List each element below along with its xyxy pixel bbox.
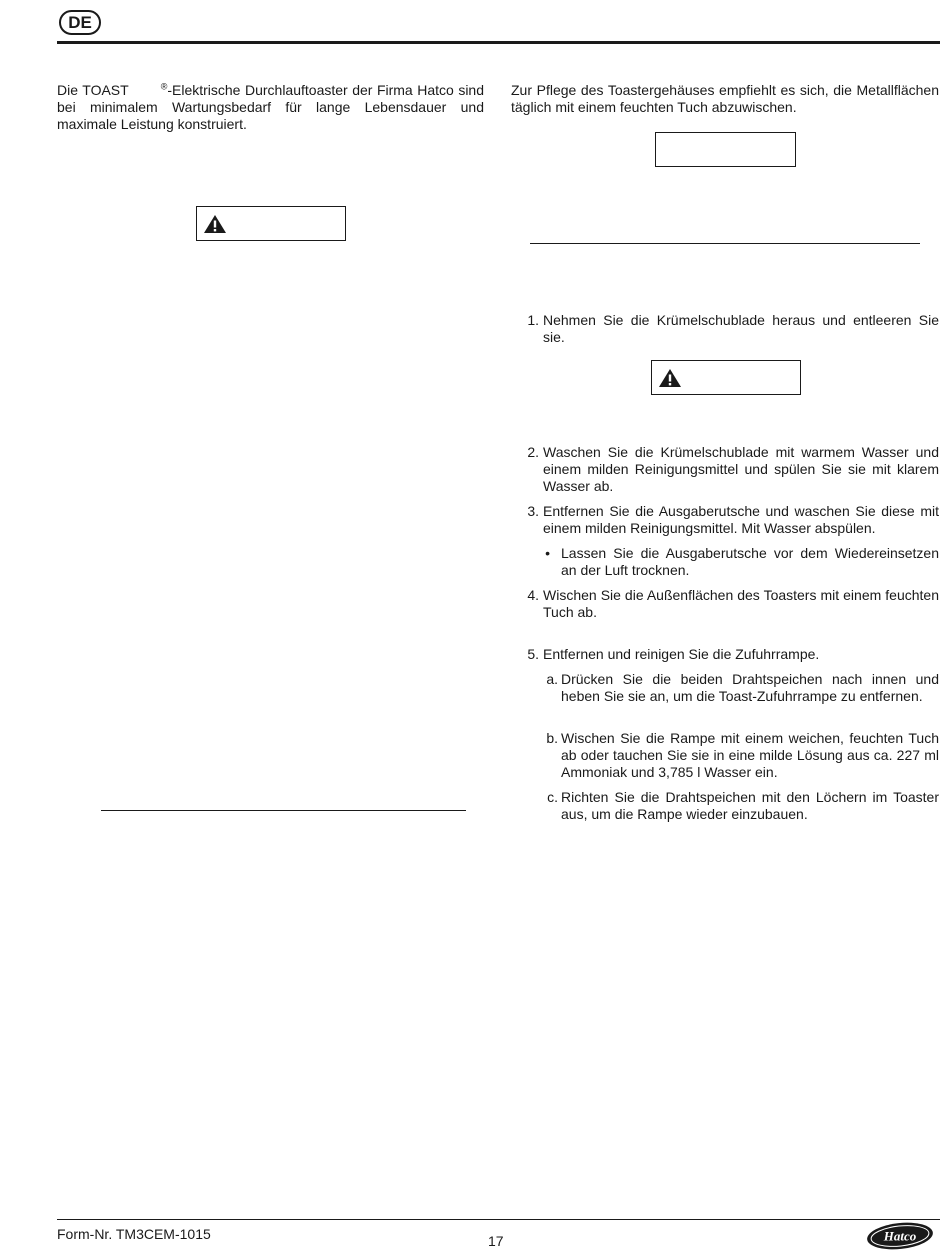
list-item-sub	[532, 789, 939, 825]
bullet-mark: •	[545, 545, 550, 561]
warning-triangle-icon	[658, 368, 682, 388]
list-item	[511, 646, 939, 664]
list-number: 1.	[527, 312, 539, 328]
list-text: Richten Sie die Drahtspeichen mit den Löchern im Toaster aus, um die Rampe wieder einzubauen.	[561, 789, 939, 822]
list-letter: c.	[547, 789, 558, 805]
intro-product-name: Die TOAST	[57, 82, 129, 98]
list-item	[511, 587, 939, 623]
registered-mark: ®	[160, 81, 168, 92]
list-number: 3.	[527, 503, 539, 519]
list-text: Wischen Sie die Rampe mit einem weichen, feuchten Tuch ab oder tauchen Sie sie in eine milde Lösung aus ca. 227 ml Ammoniak und 3,785 l Wasser ein.	[561, 730, 939, 780]
left-intro-paragraph	[57, 82, 484, 133]
header-rule	[57, 41, 940, 44]
list-text: Waschen Sie die Krümelschublade mit warmem Wasser und einem milden Reinigungsmittel und spülen Sie sie mit klarem Wasser ab.	[543, 444, 939, 494]
logo-text: Hatco	[883, 1228, 917, 1244]
list-item	[511, 312, 939, 348]
right-section-rule	[530, 243, 920, 244]
warning-triangle-icon	[203, 214, 227, 234]
notice-box-right	[655, 132, 796, 167]
warning-box-right	[651, 360, 801, 395]
list-text: Drücken Sie die beiden Drahtspeichen nach innen und heben Sie sie an, um die Toast-Zufuhrrampe zu entfernen.	[561, 671, 939, 704]
list-number: 5.	[527, 646, 539, 662]
list-letter: a.	[546, 671, 558, 687]
list-letter: b.	[546, 730, 558, 746]
language-badge: DE	[59, 10, 101, 35]
list-text: Lassen Sie die Ausgaberutsche vor dem Wiedereinsetzen an der Luft trocknen.	[561, 545, 939, 578]
list-number: 2.	[527, 444, 539, 460]
list-text: Wischen Sie die Außenflächen des Toasters mit einem feuchten Tuch ab.	[543, 587, 939, 620]
list-text: Nehmen Sie die Krümelschublade heraus und entleeren Sie sie.	[543, 312, 939, 345]
page-number: 17	[488, 1233, 504, 1249]
warning-box-left	[196, 206, 346, 241]
list-text: Entfernen Sie die Ausgaberutsche und waschen Sie diese mit einem milden Reinigungsmittel. Mit Wasser abspülen.	[543, 503, 939, 536]
list-item	[511, 444, 939, 496]
list-item-bullet	[532, 545, 939, 581]
intro-text: -Elektrische Durchlauftoaster der Firma Hatco sind bei minimalem Wartungsbedarf für lange Lebensdauer und maximale Leistung konstruiert.	[57, 82, 484, 132]
left-section-rule	[101, 810, 466, 811]
list-text: Entfernen und reinigen Sie die Zufuhrrampe.	[543, 646, 820, 662]
list-item-sub	[532, 671, 939, 723]
list-item	[511, 503, 939, 539]
hatco-logo	[866, 1222, 934, 1250]
form-number: Form-Nr. TM3CEM-1015	[57, 1226, 211, 1242]
list-item-sub	[532, 730, 939, 782]
right-intro-paragraph: Zur Pflege des Toastergehäuses empfiehlt es sich, die Metallflächen täglich mit einem feuchten Tuch abzuwischen.	[511, 82, 939, 115]
footer-rule	[57, 1219, 940, 1220]
list-number: 4.	[527, 587, 539, 603]
